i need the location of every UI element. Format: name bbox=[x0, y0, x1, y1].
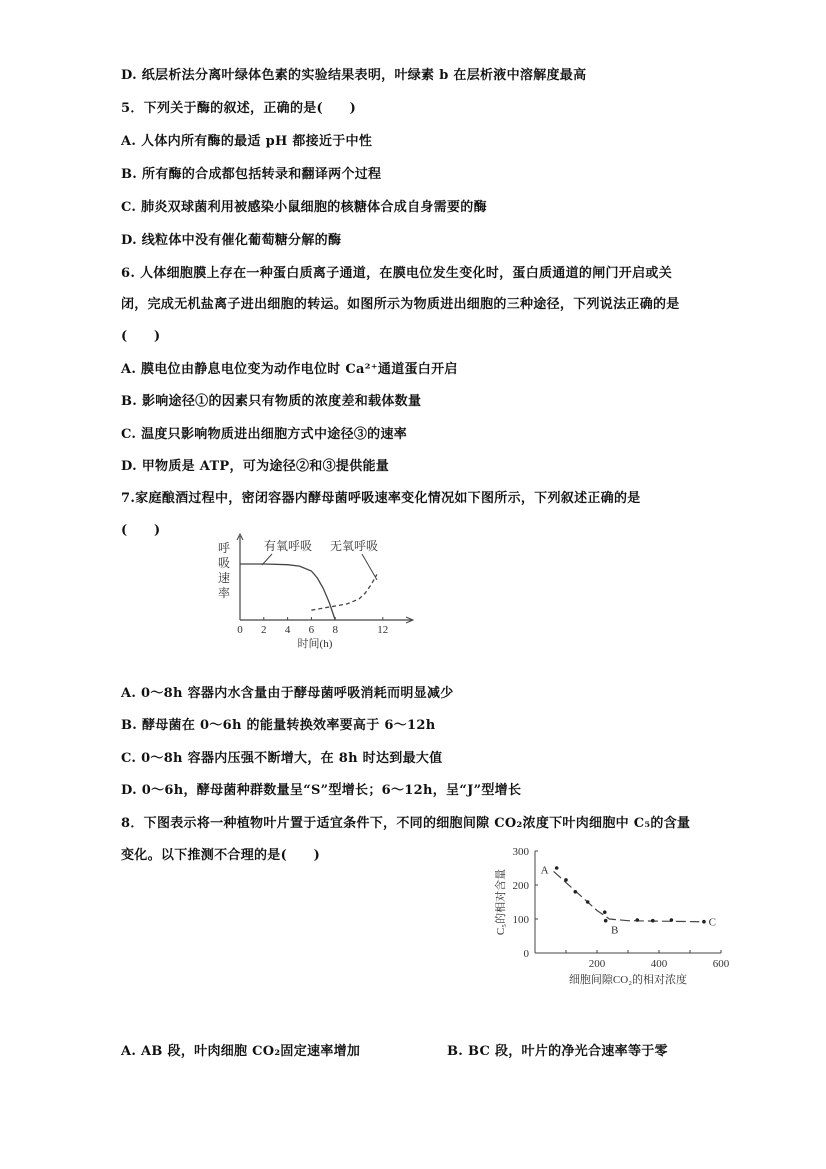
point-label-b: B bbox=[610, 924, 619, 937]
data-point bbox=[555, 866, 559, 870]
x-axis-label: 时间(h) bbox=[297, 638, 333, 650]
option-6a: A. 膜电位由静息电位变为动作电位时 Ca²⁺通道蛋白开启 bbox=[121, 362, 458, 377]
option-8a: A. AB 段，叶肉细胞 CO₂固定速率增加 bbox=[121, 1044, 361, 1059]
option-4d: D. 纸层析法分离叶绿体色素的实验结果表明，叶绿素 b 在层析液中溶解度最高 bbox=[121, 68, 587, 83]
point-label-c: C bbox=[708, 916, 716, 929]
question-8-line1: 8．下图表示将一种植物叶片置于适宜条件下，不同的细胞间隙 CO₂浓度下叶肉细胞中 C₅的含量 bbox=[121, 816, 691, 831]
y-tick-label: 300 bbox=[512, 846, 529, 858]
y-tick-label: 0 bbox=[523, 948, 529, 960]
data-point bbox=[604, 919, 608, 923]
question-6-bracket: ( ) bbox=[121, 329, 161, 344]
option-7b: B. 酵母菌在 0～6h 的能量转换效率要高于 6～12h bbox=[121, 718, 436, 733]
option-5b: B. 所有酶的合成都包括转录和翻译两个过程 bbox=[121, 167, 382, 182]
option-6b: B. 影响途径①的因素只有物质的浓度差和载体数量 bbox=[121, 394, 422, 409]
legend-aerobic: 有氧呼吸 bbox=[264, 539, 313, 553]
fit-line bbox=[554, 871, 700, 921]
y-tick-label: 200 bbox=[512, 880, 529, 892]
data-point bbox=[636, 918, 640, 922]
option-5a: A. 人体内所有酶的最适 pH 都接近于中性 bbox=[121, 134, 373, 149]
option-7a: A. 0～8h 容器内水含量由于酵母菌呼吸消耗而明显减少 bbox=[121, 686, 454, 701]
y-axis-label: C₅的相对含量 bbox=[495, 868, 507, 936]
series-line-aerobic bbox=[240, 564, 335, 620]
data-point bbox=[564, 878, 568, 882]
legend-anaerobic: 无氧呼吸 bbox=[330, 539, 379, 553]
data-point bbox=[603, 910, 607, 914]
series-line-anaerobic bbox=[311, 575, 376, 611]
x-tick-label: 12 bbox=[377, 624, 389, 636]
x-tick-label: 600 bbox=[712, 958, 730, 970]
question-6-line2: 闭，完成无机盐离子进出细胞的转运。如图所示为物质进出细胞的三种途径，下列说法正确的是 bbox=[121, 297, 680, 312]
option-6d: D. 甲物质是 ATP，可为途径②和③提供能量 bbox=[121, 459, 390, 474]
x-tick-label: 200 bbox=[588, 958, 606, 970]
data-point bbox=[651, 919, 655, 923]
x-tick-label: 6 bbox=[308, 624, 315, 636]
y-tick-label: 100 bbox=[512, 914, 529, 926]
y-axis-label-char: 速 bbox=[217, 571, 231, 585]
option-5d: D. 线粒体中没有催化葡萄糖分解的酶 bbox=[121, 233, 342, 248]
y-axis-label-char: 呼 bbox=[217, 541, 231, 555]
respiration-rate-chart bbox=[212, 532, 417, 650]
option-7d: D. 0～6h，酵母菌种群数量呈“S”型增长；6～12h，呈“J”型增长 bbox=[121, 783, 522, 798]
c5-content-chart bbox=[490, 838, 740, 990]
x-tick-label: 400 bbox=[650, 958, 668, 970]
x-axis-label: 细胞间隙CO₂的相对浓度 bbox=[568, 974, 688, 986]
question-5: 5．下列关于酶的叙述，正确的是( ) bbox=[121, 101, 357, 116]
option-6c: C. 温度只影响物质进出细胞方式中途径③的速率 bbox=[121, 427, 408, 442]
x-tick-label: 0 bbox=[237, 624, 243, 636]
question-8-line2: 变化。以下推测不合理的是( ) bbox=[121, 848, 321, 863]
point-label-a: A bbox=[540, 864, 549, 877]
legend-leader bbox=[362, 554, 377, 580]
option-8b: B. BC 段，叶片的净光合速率等于零 bbox=[447, 1044, 668, 1059]
data-point bbox=[670, 918, 674, 922]
data-point bbox=[702, 920, 706, 924]
legend-leader bbox=[262, 554, 272, 565]
x-tick-label: 2 bbox=[261, 624, 267, 636]
y-axis-label-char: 率 bbox=[217, 586, 231, 600]
x-tick-label: 4 bbox=[284, 624, 291, 636]
y-axis-label-char: 吸 bbox=[217, 556, 231, 570]
question-6-line1: 6. 人体细胞膜上存在一种蛋白质离子通道，在膜电位发生变化时，蛋白质通道的闸门开启或关 bbox=[121, 266, 672, 281]
option-5c: C. 肺炎双球菌利用被感染小鼠细胞的核糖体合成自身需要的酶 bbox=[121, 200, 487, 215]
option-7c: C. 0～8h 容器内压强不断增大，在 8h 时达到最大值 bbox=[121, 751, 443, 766]
question-7-bracket: ( ) bbox=[121, 523, 161, 538]
question-7: 7.家庭酿酒过程中，密闭容器内酵母菌呼吸速率变化情况如下图所示，下列叙述正确的是 bbox=[121, 491, 641, 506]
data-point bbox=[574, 890, 578, 894]
data-point bbox=[586, 900, 590, 904]
x-tick-label: 8 bbox=[332, 624, 338, 636]
